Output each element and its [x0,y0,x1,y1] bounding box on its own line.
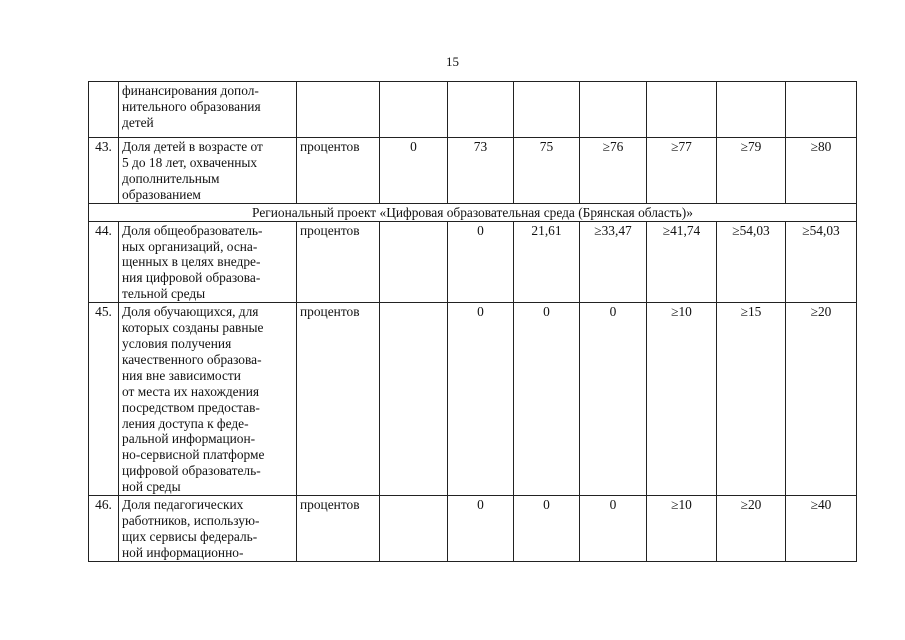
section-row [89,203,857,221]
indicator-name-line: нительного образования [122,98,261,114]
table-row [89,138,857,204]
indicator-name-line: Доля детей в возрасте от [122,139,263,154]
value-cell [448,82,514,138]
indicator-name-line: образованием [122,186,201,202]
value-cell: ≥77 [647,138,717,204]
value-cell [514,82,580,138]
value-cell: ≥40 [786,496,857,562]
value-cell: ≥20 [786,303,857,496]
indicator-name-line: от места их нахождения [122,383,260,399]
unit-cell [297,82,380,138]
value-cell: ≥10 [647,303,717,496]
value-cell: 0 [380,138,448,204]
indicator-name-cell [119,303,297,496]
indicator-name-cell [119,82,297,138]
value-cell [580,82,647,138]
value-cell [786,82,857,138]
indicator-name-line: условия получения [122,335,232,351]
row-number-cell [89,82,119,138]
indicator-name-line: Доля общеобразователь- [122,222,263,238]
indicator-name-line: которых созданы равные [122,320,264,336]
indicator-name-cell [119,496,297,562]
value-cell: 0 [580,303,647,496]
indicator-name-line: ной среды [122,479,181,495]
indicator-name-line: ной информационно- [122,544,244,560]
indicator-name-line: ных организаций, осна- [122,238,258,254]
value-cell: ≥10 [647,496,717,562]
value-cell: 75 [514,138,580,204]
value-cell [717,82,786,138]
indicator-name-line: цифровой образователь- [122,463,261,479]
indicator-name-line: детей [122,114,154,130]
value-cell: ≥79 [717,138,786,204]
value-cell: ≥15 [717,303,786,496]
table-row [89,303,857,496]
value-cell [380,221,448,303]
indicator-name-line: дополнительным [122,170,220,186]
value-cell [380,82,448,138]
row-number-cell: 43. [89,138,119,204]
indicator-name-line: Доля педагогических [122,497,244,513]
value-cell: ≥54,03 [717,221,786,303]
indicator-name-cell [119,138,297,204]
indicator-name-line: ния вне зависимости [122,367,241,383]
indicator-name-line: финансирования допол- [122,83,259,98]
value-cell: 0 [580,496,647,562]
indicators-table [88,81,857,562]
value-cell: ≥80 [786,138,857,204]
row-number-cell: 44. [89,221,119,303]
indicator-name-line: качественного образова- [122,351,262,367]
value-cell [380,496,448,562]
table-row-continuation [89,82,857,138]
value-cell: 0 [514,303,580,496]
value-cell: ≥33,47 [580,221,647,303]
value-cell: 0 [448,221,514,303]
value-cell: 21,61 [514,221,580,303]
section-title: Региональный проект «Цифровая образовательная среда (Брянская область)» [89,203,857,221]
unit-cell: процентов [297,496,380,562]
value-cell [647,82,717,138]
unit-cell: процентов [297,303,380,496]
value-cell [380,303,448,496]
indicator-name-line: 5 до 18 лет, охваченных [122,154,258,170]
table-row [89,221,857,303]
unit-cell: процентов [297,138,380,204]
page-number: 15 [446,54,459,69]
table-row [89,496,857,562]
indicator-name-line: ния цифровой образова- [122,270,261,286]
indicator-name-line: ральной информацион- [122,431,256,447]
indicator-name-line: но-сервисной платформе [122,447,265,463]
indicator-name-line: щих сервисы федераль- [122,528,258,544]
indicator-name-cell [119,221,297,303]
value-cell: ≥20 [717,496,786,562]
value-cell: 0 [448,496,514,562]
indicator-name-line: щенных в целях внедре- [122,254,261,270]
row-number-cell: 45. [89,303,119,496]
row-number-cell: 46. [89,496,119,562]
value-cell: 0 [514,496,580,562]
indicator-name-line: тельной среды [122,286,206,302]
indicator-name-line: ления доступа к федe- [122,415,249,431]
value-cell: ≥54,03 [786,221,857,303]
value-cell: ≥76 [580,138,647,204]
value-cell: ≥41,74 [647,221,717,303]
value-cell: 0 [448,303,514,496]
indicator-name-line: посредством предостав- [122,399,260,415]
indicator-name-line: работников, использую- [122,512,260,528]
unit-cell: процентов [297,221,380,303]
value-cell: 73 [448,138,514,204]
indicator-name-line: Доля обучающихся, для [122,304,259,320]
